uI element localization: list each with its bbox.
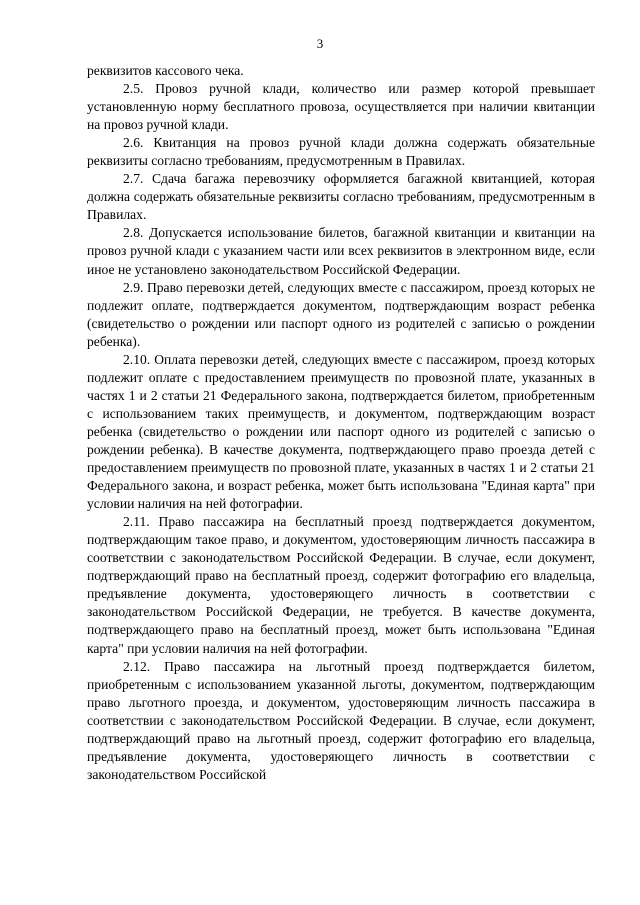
paragraph-2-8: 2.8. Допускается использование билетов, багажной квитанции и квитанции на провоз ручной клади с указанием части или всех реквизитов в электронном виде, если иное не установлено законодательством Российской Федерации. [87, 225, 595, 277]
paragraph-2-9: 2.9. Право перевозки детей, следующих вместе с пассажиром, проезд которых не подлежит оплате, подтверждается документом, подтверждающим возраст ребенка (свидетельство о рождении или паспорт одного из родителей с записью о рождении ребенка). [87, 279, 595, 349]
paragraph-2-7: 2.7. Сдача багажа перевозчику оформляется багажной квитанцией, которая должна содержать обязательные реквизиты согласно требованиям, предусмотренным в Правилах. [87, 171, 595, 223]
paragraph-continuation: реквизитов кассового чека. [87, 63, 244, 78]
paragraph-2-6: 2.6. Квитанция на провоз ручной клади должна содержать обязательные реквизиты согласно требованиям, предусмотренным в Правилах. [87, 135, 595, 169]
document-body [87, 62, 595, 784]
paragraph-2-5: 2.5. Провоз ручной клади, количество или размер которой превышает установленную норму бесплатного провоза, осуществляется при наличии квитанции на провоз ручной клади. [87, 81, 595, 133]
paragraph-2-11: 2.11. Право пассажира на бесплатный проезд подтверждается документом, подтверждающим такое право, и документом, удостоверяющим личность пассажира в соответствии с законодательством Российской Федерации. В случае, если документ, подтверждающий право на бесплатный проезд, содержит фотографию его владельца, предъявление документа, удостоверяющего личность в соответствии с законодательством Российской Федерации, не требуется. В качестве документа, подтверждающего право на бесплатный проезд, может быть использована "Единая карта" при условии наличия на ней фотографии. [87, 514, 595, 656]
page-number: 3 [316, 36, 324, 51]
paragraph-2-10: 2.10. Оплата перевозки детей, следующих вместе с пассажиром, проезд которых подлежит оплате с предоставлением преимуществ по провозной плате, указанных в частях 1 и 2 статьи 21 Федерального закона, подтверждается билетом, приобретенным с использованием таких преимуществ, и документом, подтверждающим возраст ребенка (свидетельство о рождении или паспорт одного из родителей с записью о рождении ребенка). В качестве документа, подтверждающего право проезда детей с предоставлением преимуществ по провозной плате, указанных в частях 1 и 2 статьи 21 Федерального закона, и возраст ребенка, может быть использована "Единая карта" при условии наличия на ней фотографии. [87, 351, 595, 512]
paragraph-2-12: 2.12. Право пассажира на льготный проезд подтверждается билетом, приобретенным с использованием указанной льготы, документом, подтверждающим право льготного проезда, и документом, удостоверяющим личность пассажира в соответствии с законодательством Российской Федерации. В случае, если документ, подтверждающий право на льготный проезд, содержит фотографию его владельца, предъявление документа, удостоверяющего личность в соответствии с законодательством Российской [87, 658, 595, 782]
